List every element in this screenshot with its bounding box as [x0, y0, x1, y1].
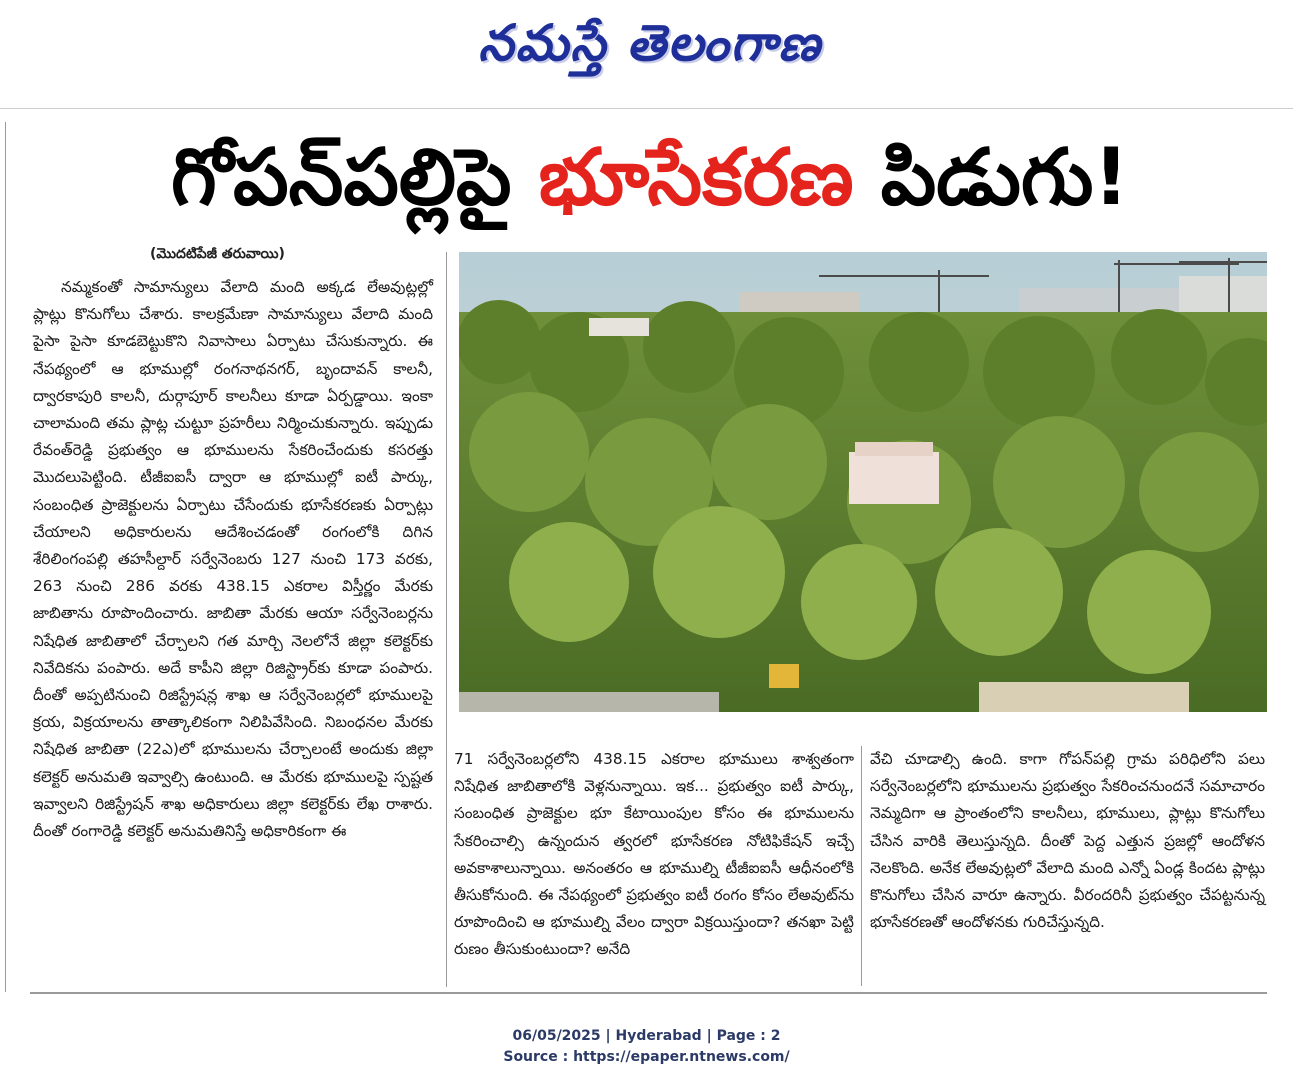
trees-and-buildings-photo [459, 252, 1267, 712]
masthead [0, 0, 1293, 100]
article-paragraph: 71 సర్వేనెంబర్లలోని 438.15 ఎకరాల భూములు శాశ్వతంగా నిషేధిత జాబితాలోకి వెళ్లనున్నాయి. ఇక... ప్రభుత్వం ఐటీ పార్కు, సంబంధిత ప్రాజెక్టుల భూ కేటాయింపుల కోసం ఈ భూములను సేకరించాల్సి ఉన్నందున త్వరలో భూసేకరణ నోటిఫికేషన్ ఇచ్చే అవకాశాలున్నాయి. అనంతరం ఆ భూముల్ని టీజీఐఐసీ ఆధీనంలోకి తీసుకోనుంది. ఈ నేపథ్యంలో ప్రభుత్వం ఐటీ రంగం కోసం లేఅవుట్‌ను రూపొందించి ఆ భూముల్ని వేలం ద్వారా విక్రయిస్తుందా? తనఖా పెట్టి రుణం తీసుకుంటుందా? అనేది [454, 750, 854, 959]
top-rule [0, 108, 1293, 109]
article-photo [459, 252, 1267, 712]
column-divider [446, 252, 447, 987]
footer-source: Source : https://epaper.ntnews.com/ [503, 1049, 790, 1065]
continuation-kicker: (మొదటిపేజీ తరువాయి) [150, 246, 285, 262]
article-paragraph: నమ్మకంతో సామాన్యులు వేలాది మంది అక్కడ లేఅవుట్లల్లో ప్లాట్లు కొనుగోలు చేశారు. కాలక్రమేణా సామాన్యులు వేలాది మంది పైసా పైసా కూడబెట్టుకొని నివాసాలు ఏర్పాటు చేసుకున్నారు. ఈ నేపథ్యంలో ఆ భూముల్లో రంగనాథనగర్, బృందావన్ కాలనీ, ద్వారకాపురి కాలనీ, దుర్గాపూర్ కాలనీలు కూడా ఏర్పడ్డాయి. ఇంకా చాలామంది తమ ప్లాట్ల చుట్టూ ప్రహరీలు నిర్మించుకున్నారు. ఇప్పుడు రేవంత్‌రెడ్డి ప్రభుత్వం ఆ భూములను సేకరించేందుకు కసరత్తు మొదలుపెట్టింది. టీజీఐఐసీ ద్వారా ఆ భూముల్లో ఐటీ పార్కు, సంబంధిత ప్రాజెక్టులను ఏర్పాటు చేసేందుకు భూసేకరణకు ఏర్పాట్లు చేయాలని అధికారులను ఆదేశించడంతో రంగంలోకి దిగిన శేరిలింగంపల్లి తహసీల్దార్ సర్వేనెంబరు 127 నుంచి 173 వరకు, 263 నుంచి 286 వరకు 438.15 ఎకరాల విస్తీర్ణం మేరకు జాబితాను రూపొందించారు. జాబితా మేరకు ఆయా సర్వేనెంబర్లను నిషేధిత జాబితాలో చేర్చాలని గత మార్చి నెలలోనే జిల్లా కలెక్టర్‌కు నివేదికను పంపారు. అదే కాపీని జిల్లా రిజిస్ట్రార్‌కు కూడా పంపారు. దీంతో అప్పటినుంచి రిజిస్ట్రేషన్ల శాఖ ఆ సర్వేనెంబర్లలో భూములపై క్రయ, విక్రయాలను తాత్కాలికంగా నిలిపివేసింది. నిబంధనల మేరకు నిషేధిత జాబితా (22ఎ)లో భూములను చేర్చాలంటే అందుకు జిల్లా కలెక్టర్ అనుమతి ఇవ్వాల్సి ఉంటుంది. ఆ మేరకు భూములపై స్పష్టత ఇవ్వాలని రిజిస్ట్రేషన్ శాఖ అధికారులు జిల్లా కలెక్టర్‌కు లేఖ రాశారు. దీంతో రంగారెడ్డి కలెక్టర్ అనుమతినిస్తే అధికారికంగా ఈ [33, 278, 433, 841]
footer-date-edition: 06/05/2025 | Hyderabad | Page : 2 [512, 1028, 781, 1044]
headline-part2: పిడుగు! [853, 133, 1129, 223]
article-column-left [33, 274, 433, 994]
article-paragraph: వేచి చూడాల్సి ఉంది. కాగా గోపన్‌పల్లి గ్రామ పరిధిలోని పలు సర్వేనెంబర్లలోని భూములను ప్రభుత్వం సేకరించనుందనే సమాచారం నెమ్మదిగా ఆ ప్రాంతంలోని కాలనీలు, భూములు, ప్లాట్లు కొనుగోలు చేసిన వారికి తెలుస్తున్నది. దీంతో పెద్ద ఎత్తున ప్రజల్లో ఆందోళన నెలకొంది. అనేక లేఅవుట్లలో వేలాది మంది ఎన్నో ఏండ్ల కిందట ప్లాట్లు కొనుగోలు చేసిన వారూ ఉన్నారు. వీరందరినీ ప్రభుత్వం చేపట్టనున్న భూసేకరణతో ఆందోళనకు గురిచేస్తున్నది. [870, 750, 1265, 932]
headline [30, 122, 1270, 234]
column-divider [861, 746, 862, 986]
headline-highlight: భూసేకరణ [538, 133, 854, 223]
article-column-right [870, 746, 1265, 986]
article-column-middle [454, 746, 854, 986]
left-edge-rule [5, 122, 6, 992]
headline-part1: గోపన్‌పల్లిపై [171, 133, 539, 223]
masthead-title: నమస్తే తెలంగాణ [478, 13, 822, 72]
bottom-rule [30, 992, 1267, 994]
